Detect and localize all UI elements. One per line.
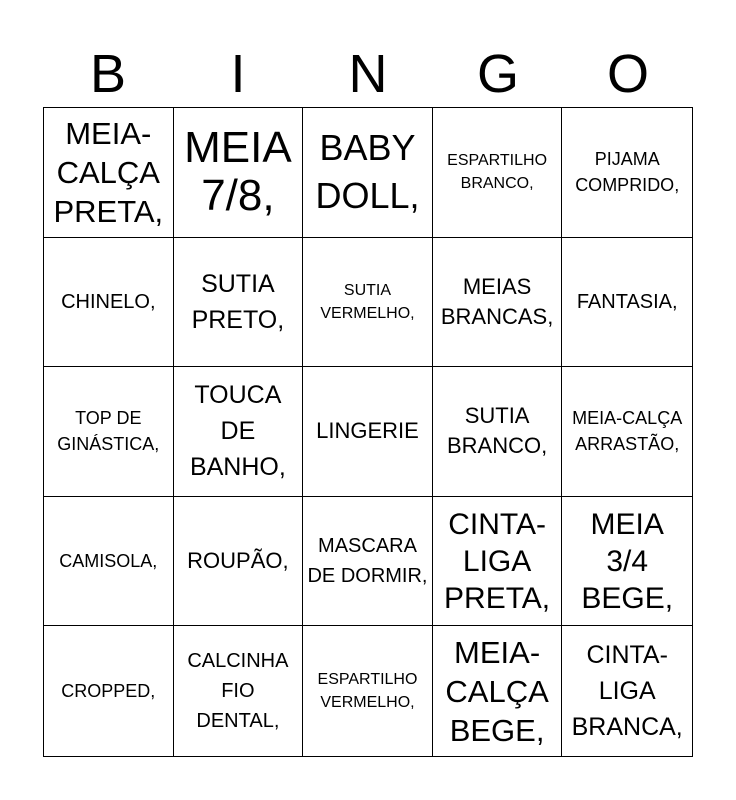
bingo-cell[interactable] bbox=[562, 367, 692, 497]
bingo-card-grid bbox=[43, 107, 693, 757]
bingo-cell[interactable] bbox=[562, 626, 692, 756]
bingo-cell[interactable] bbox=[44, 238, 174, 368]
bingo-cell[interactable] bbox=[303, 367, 433, 497]
bingo-cell[interactable] bbox=[174, 108, 304, 238]
bingo-cell[interactable] bbox=[303, 108, 433, 238]
cell-text: CALCINHA FIO DENTAL, bbox=[187, 650, 289, 733]
header-letter-i: I bbox=[230, 44, 246, 104]
cell-text: BABY DOLL, bbox=[315, 127, 420, 217]
cell-text: MASCARA DE DORMIR, bbox=[307, 535, 428, 588]
bingo-cell[interactable] bbox=[174, 626, 304, 756]
bingo-cell[interactable] bbox=[303, 626, 433, 756]
cell-text: MEIA-CALÇA BEGE, bbox=[445, 634, 549, 748]
cell-text: PIJAMA COMPRIDO, bbox=[575, 149, 680, 196]
bingo-cell[interactable] bbox=[44, 108, 174, 238]
bingo-cell[interactable] bbox=[433, 626, 563, 756]
bingo-cell[interactable] bbox=[562, 238, 692, 368]
cell-text: MEIAS BRANCAS, bbox=[440, 273, 554, 329]
bingo-cell[interactable] bbox=[562, 497, 692, 627]
bingo-cell[interactable] bbox=[562, 108, 692, 238]
cell-text: SUTIA VERMELHO, bbox=[320, 281, 415, 322]
cell-text: SUTIA BRANCO, bbox=[446, 403, 548, 459]
cell-text: CAMISOLA, bbox=[59, 551, 158, 572]
bingo-cell[interactable] bbox=[174, 367, 304, 497]
bingo-cell[interactable] bbox=[303, 238, 433, 368]
header-letter-n: N bbox=[348, 44, 388, 104]
cell-text: CHINELO, bbox=[61, 290, 156, 313]
bingo-cell[interactable] bbox=[174, 497, 304, 627]
cell-text: FANTASIA, bbox=[576, 290, 678, 313]
cell-text: ESPARTILHO BRANCO, bbox=[447, 152, 548, 193]
header-letter-g: G bbox=[476, 44, 519, 104]
bingo-cell[interactable] bbox=[303, 497, 433, 627]
header-letter-b: B bbox=[89, 44, 127, 104]
cell-text: CINTA-LIGA BRANCA, bbox=[571, 641, 683, 742]
cell-text: LINGERIE bbox=[316, 418, 419, 444]
cell-text: ROUPÃO, bbox=[187, 548, 289, 574]
cell-text: MEIA 3/4 BEGE, bbox=[581, 507, 674, 615]
cell-text: TOUCA DE BANHO, bbox=[189, 381, 286, 482]
cell-text: CROPPED, bbox=[61, 681, 156, 702]
bingo-cell[interactable] bbox=[174, 238, 304, 368]
cell-text: MEIA-CALÇA PRETA, bbox=[53, 115, 164, 229]
bingo-cell[interactable] bbox=[433, 497, 563, 627]
header-letter-o: O bbox=[606, 44, 649, 104]
cell-text: TOP DE GINÁSTICA, bbox=[57, 408, 160, 455]
bingo-header bbox=[43, 40, 693, 108]
cell-text: MEIA 7/8, bbox=[184, 123, 292, 221]
bingo-cell[interactable] bbox=[44, 367, 174, 497]
bingo-cell[interactable] bbox=[433, 108, 563, 238]
bingo-cell[interactable] bbox=[433, 367, 563, 497]
bingo-cell[interactable] bbox=[433, 238, 563, 368]
bingo-cell[interactable] bbox=[44, 626, 174, 756]
cell-text: ESPARTILHO VERMELHO, bbox=[317, 671, 418, 712]
cell-text: MEIA-CALÇA ARRASTÃO, bbox=[572, 408, 683, 455]
cell-text: CINTA-LIGA PRETA, bbox=[444, 507, 551, 615]
cell-text: SUTIA PRETO, bbox=[191, 269, 285, 334]
bingo-cell[interactable] bbox=[44, 497, 174, 627]
